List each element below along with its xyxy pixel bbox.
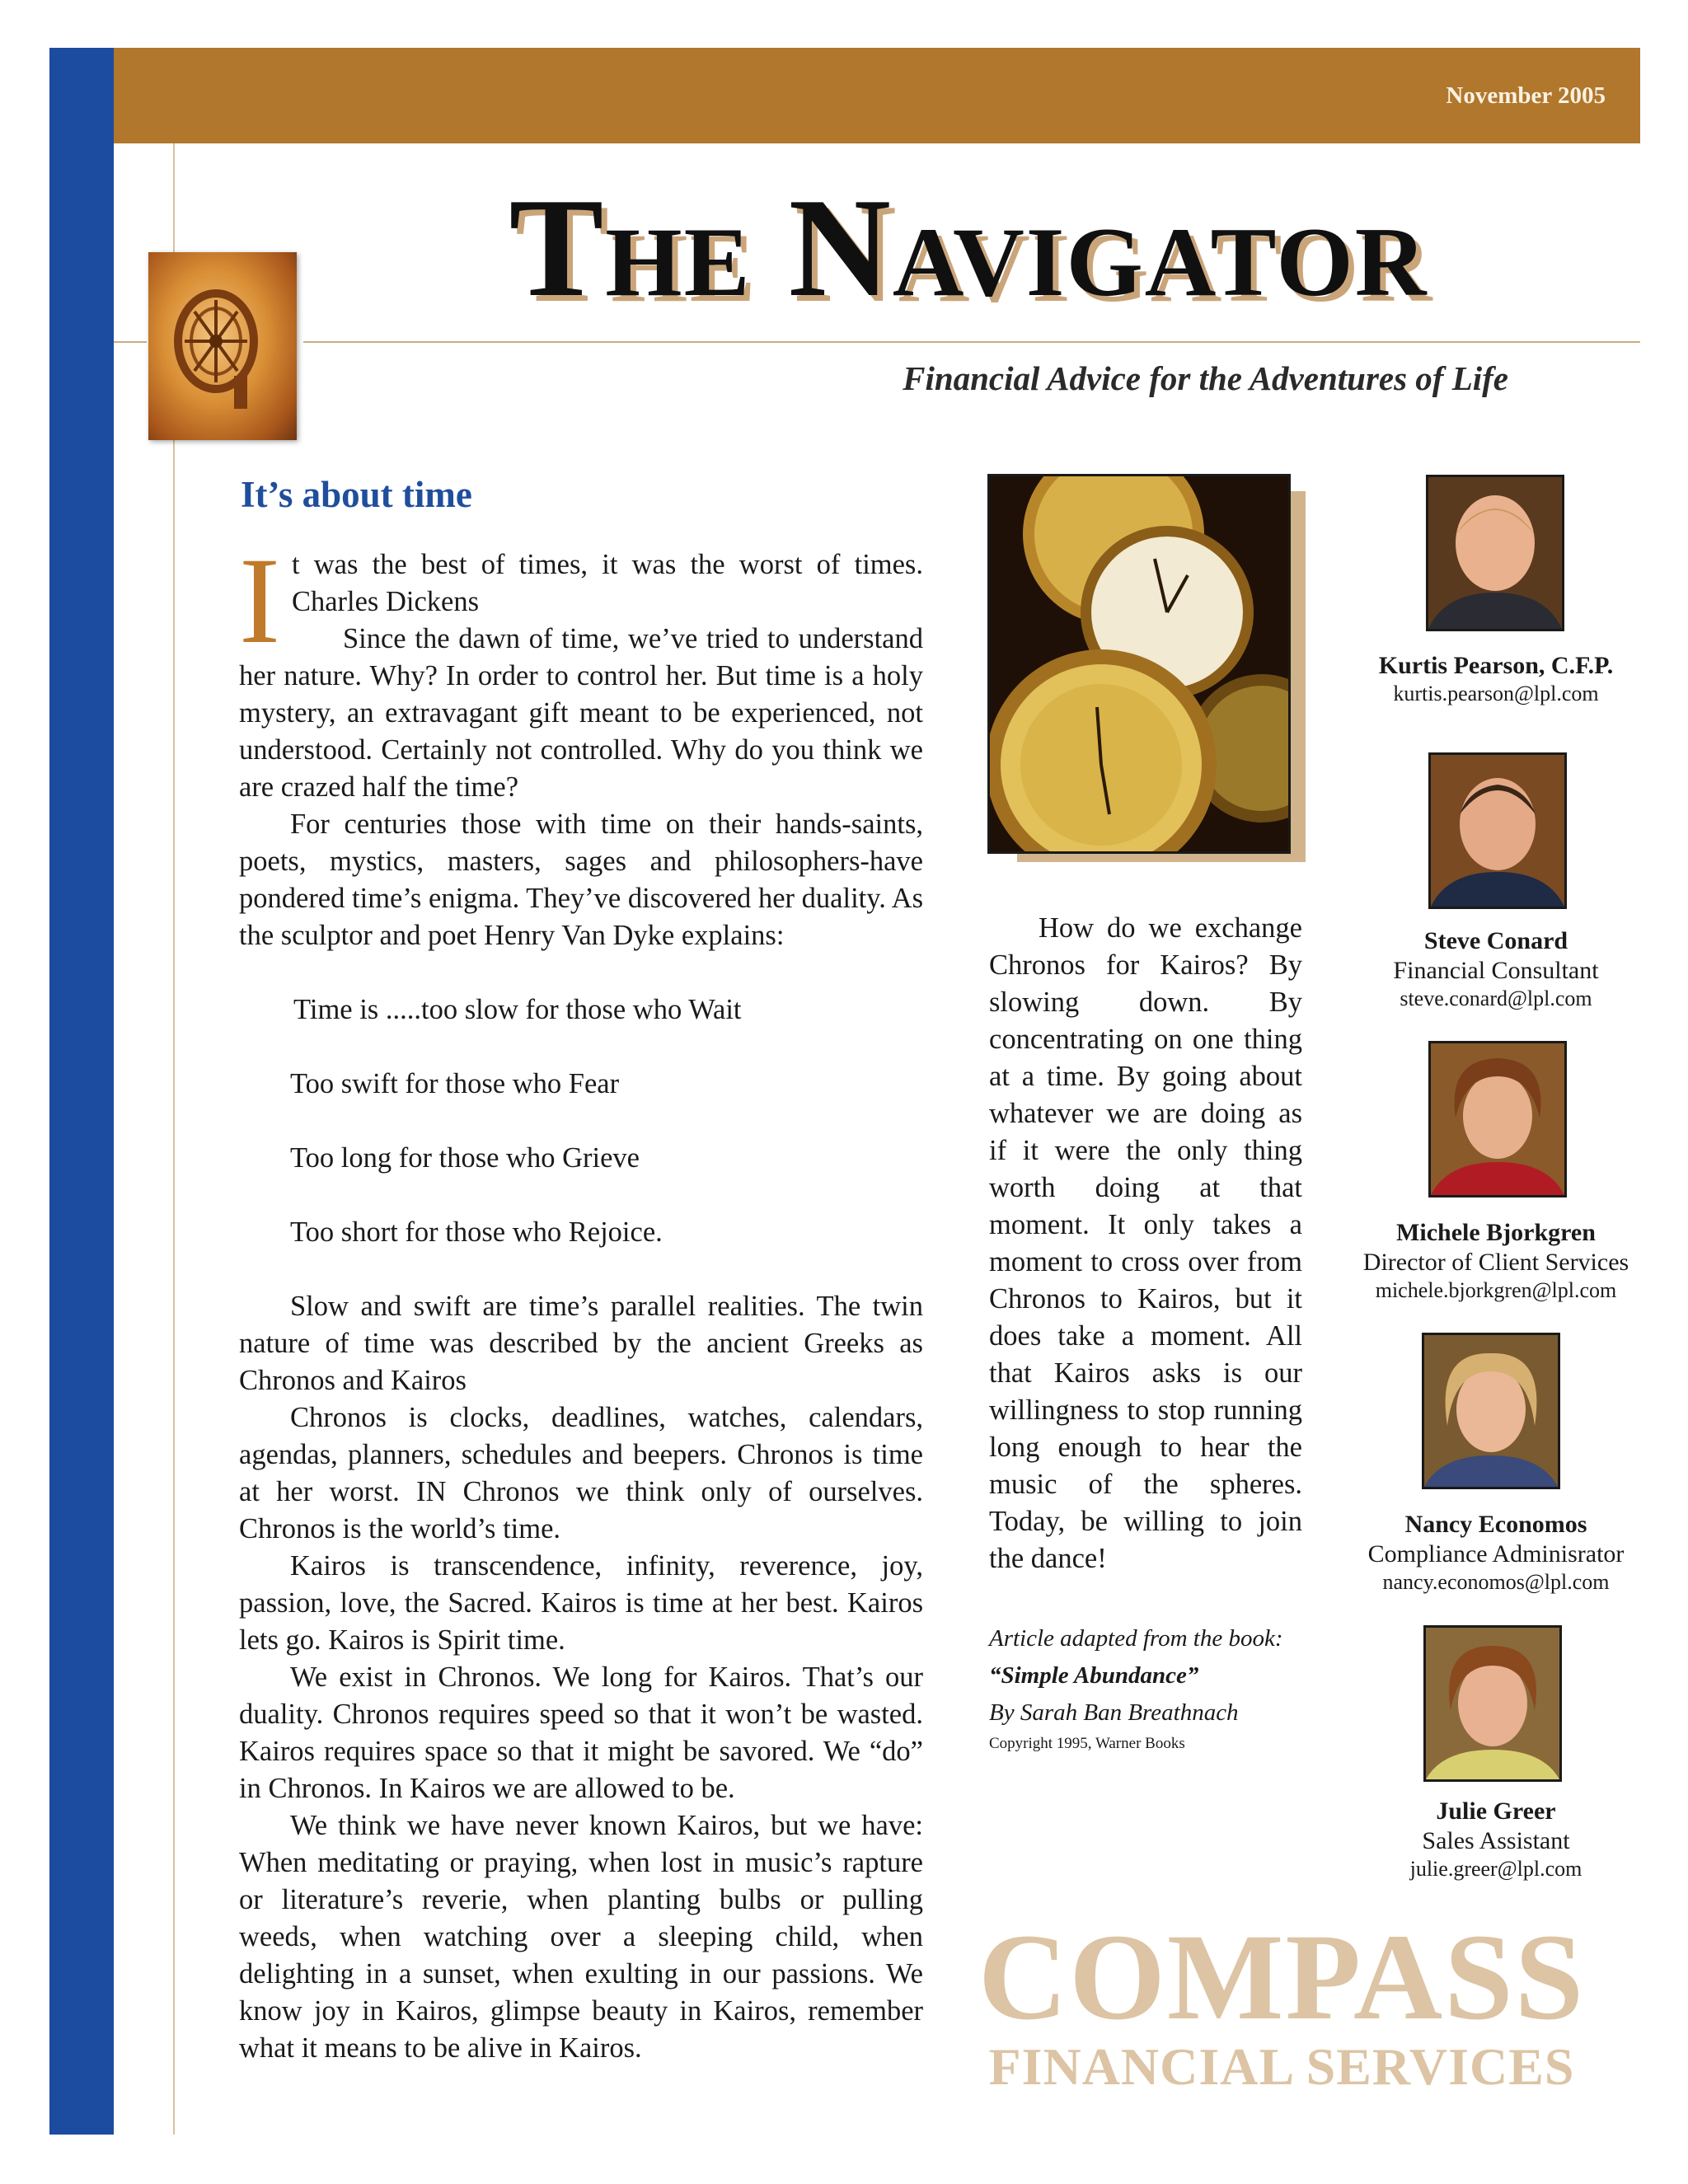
title-rule bbox=[303, 341, 1640, 343]
credit-copyright: Copyright 1995, Warner Books bbox=[989, 1735, 1185, 1752]
verse-line: Too long for those who Grieve bbox=[290, 1142, 640, 1174]
staff-card bbox=[1327, 1510, 1665, 1596]
portrait-julie-greer bbox=[1423, 1625, 1562, 1782]
staff-name: Kurtis Pearson, C.F.P. bbox=[1378, 652, 1614, 679]
staff-card bbox=[1327, 1797, 1665, 1882]
staff-role: Sales Assistant bbox=[1422, 1827, 1570, 1854]
ship-wheel-logo bbox=[148, 252, 297, 440]
opening-quote: t was the best of times, it was the worst of times. Charles Dickens bbox=[291, 549, 923, 617]
brand-subtitle: FINANCIAL SERVICES bbox=[988, 2037, 1575, 2096]
article-body-left bbox=[239, 532, 923, 2067]
article-paragraph: Since the dawn of time, we’ve tried to understand her nature. Why? In order to control her. But time is a holy mystery, an extravagant gift meant to be experienced, not understood. Certainly not controlled. Why do you think we are crazed half the time? bbox=[239, 623, 923, 803]
staff-email[interactable]: nancy.economos@lpl.com bbox=[1382, 1570, 1610, 1594]
article-body-right bbox=[989, 910, 1302, 1577]
staff-card bbox=[1327, 1218, 1665, 1304]
article-paragraph: We think we have never known Kairos, but we have: When meditating or praying, when lost in music’s rapture or literature’s reverie, when planting bulbs or pulling weeds, when watching over a sleeping child, when delighting in a sunset, when exulting in our passions. We know joy in Kairos, glimpse beauty in Kairos, remember what it means to be alive in Kairos. bbox=[239, 1810, 923, 2064]
portrait-kurtis-pearson bbox=[1426, 475, 1564, 631]
verse-line: Too short for those who Rejoice. bbox=[290, 1216, 663, 1248]
issue-date: November 2005 bbox=[1446, 82, 1606, 109]
vertical-rule bbox=[173, 143, 175, 2135]
brand-name: COMPASS bbox=[978, 1909, 1586, 2046]
header-bar bbox=[49, 48, 1640, 143]
credit-author: By Sarah Ban Breathnach bbox=[989, 1699, 1239, 1726]
staff-name: Michele Bjorkgren bbox=[1396, 1219, 1596, 1246]
article-paragraph: Slow and swift are time’s parallel realities. The twin nature of time was described by the ancient Greeks as Chronos and Kairos bbox=[239, 1291, 923, 1396]
staff-role: Compliance Adminisrator bbox=[1367, 1540, 1625, 1568]
newsletter-title: The Navigator bbox=[509, 170, 1428, 326]
article-paragraph: Kairos is transcendence, infinity, reverence, joy, passion, love, the Sacred. Kairos is time at her best. Kairos lets go. Kairos is Spirit time. bbox=[239, 1550, 923, 1656]
article-paragraph bbox=[239, 532, 923, 669]
staff-name: Nancy Economos bbox=[1404, 1511, 1587, 1538]
portrait-nancy-economos bbox=[1422, 1333, 1560, 1489]
staff-role: Financial Consultant bbox=[1393, 957, 1599, 984]
portrait-steve-conard bbox=[1428, 752, 1567, 909]
staff-card bbox=[1327, 926, 1665, 1012]
pocket-watches-photo bbox=[987, 474, 1291, 854]
credit-book-title: “Simple Abundance” bbox=[989, 1662, 1199, 1689]
staff-card bbox=[1327, 651, 1665, 707]
staff-email[interactable]: kurtis.pearson@lpl.com bbox=[1393, 682, 1599, 705]
tagline: Financial Advice for the Adventures of Life bbox=[903, 359, 1508, 397]
staff-email[interactable]: michele.bjorkgren@lpl.com bbox=[1375, 1278, 1617, 1302]
article-paragraph: We exist in Chronos. We long for Kairos. That’s our duality. Chronos requires speed so that it won’t be wasted. Kairos requires space so that it might be savored. We “do” in Chronos. In Kairos we are allowed to be. bbox=[239, 1661, 923, 1804]
credit-intro: Article adapted from the book: bbox=[989, 1625, 1283, 1652]
side-bar bbox=[49, 48, 114, 2135]
staff-role: Director of Client Services bbox=[1362, 1249, 1629, 1276]
article-credit bbox=[989, 1620, 1335, 1756]
verse-line: Too swift for those who Fear bbox=[290, 1068, 620, 1099]
drop-cap: I bbox=[239, 532, 280, 669]
portrait-michele-bjorkgren bbox=[1428, 1041, 1567, 1197]
staff-email[interactable]: julie.greer@lpl.com bbox=[1409, 1857, 1582, 1881]
staff-name: Julie Greer bbox=[1436, 1797, 1556, 1825]
article-paragraph: How do we exchange Chronos for Kairos? By slowing down. By concentrating on one thing at a time. By going about whatever we are doing as if it were the only thing worth doing at that moment. It only takes a moment to cross over from Chronos to Kairos, but it does take a moment. All that Kairos asks is our willingness to stop running long enough to hear the music of the spheres. Today, be willing to join the dance! bbox=[989, 912, 1302, 1574]
article-paragraph: For centuries those with time on their hands-saints, poets, mystics, masters, sages and philosophers-have pondered time’s enigma. They’ve discovered her duality. As the sculptor and poet Henry Van Dyke explains: bbox=[239, 808, 923, 951]
title-rule-left bbox=[114, 341, 147, 343]
staff-name: Steve Conard bbox=[1423, 927, 1568, 954]
article-paragraph: Chronos is clocks, deadlines, watches, calendars, agendas, planners, schedules and beepers. Chronos is time at her worst. IN Chronos we think only of ourselves. Chronos is the world’s time. bbox=[239, 1402, 923, 1544]
article-heading: It’s about time bbox=[241, 474, 472, 515]
staff-email[interactable]: steve.conard@lpl.com bbox=[1400, 987, 1592, 1010]
verse-line: Time is .....too slow for those who Wait bbox=[293, 994, 742, 1025]
